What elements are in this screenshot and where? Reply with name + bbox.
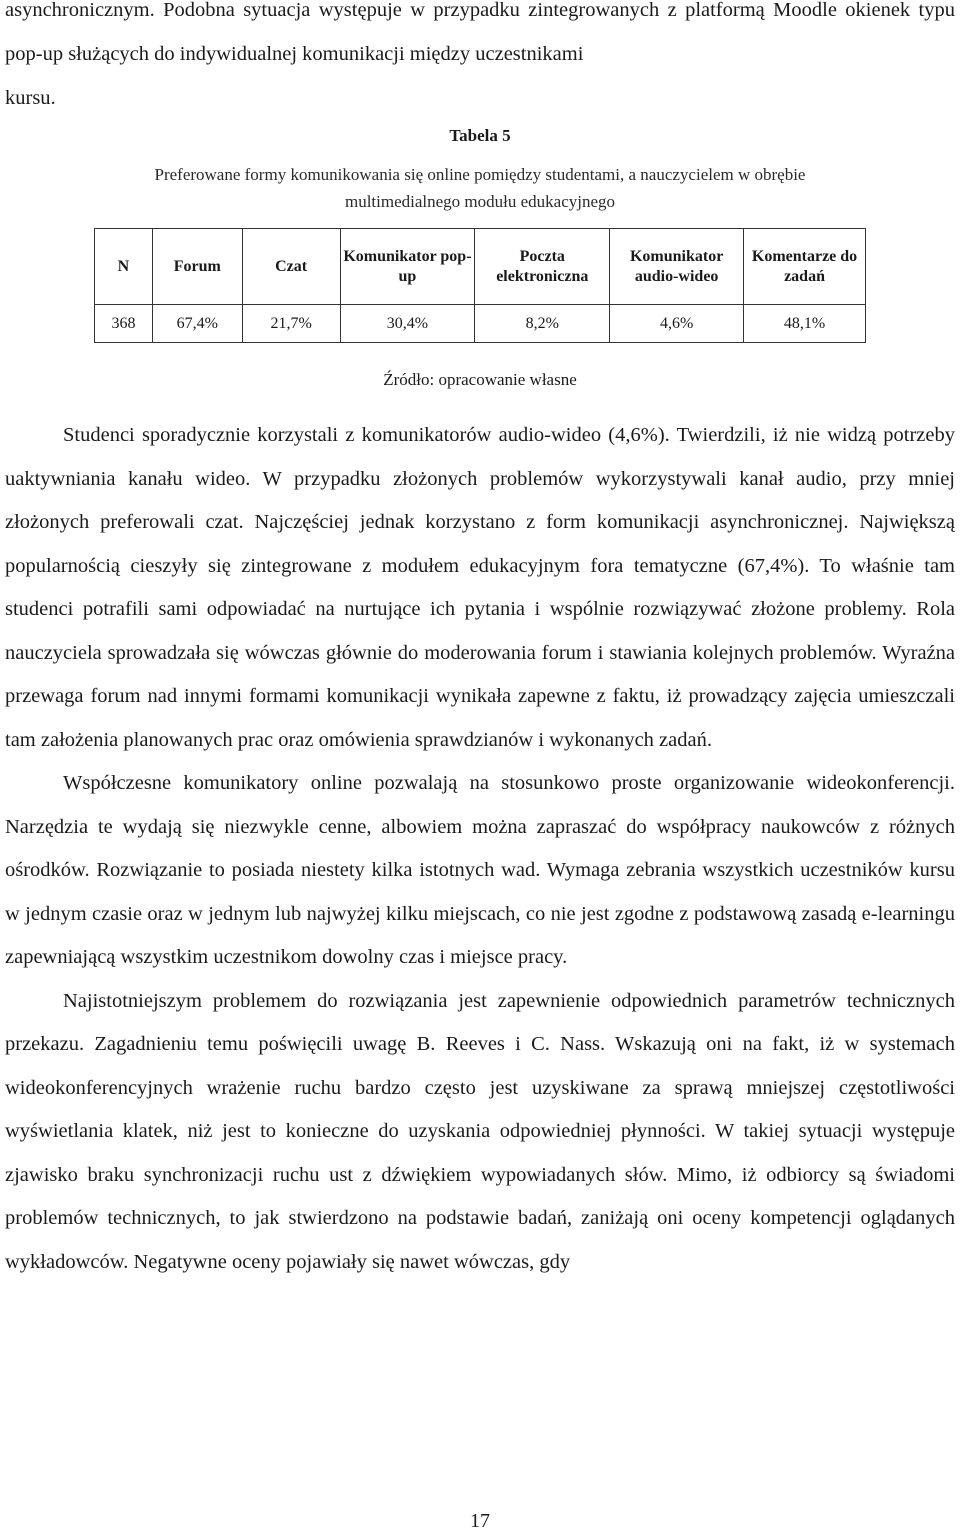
paragraph-2: Współczesne komunikatory online pozwalają na stosunkowo proste organizowanie wideokonferencji. Narzędzia te wydają się niezwykle cenne, albowiem można zapraszać do współpracy naukowców z różnych ośrodków. Rozwiązanie to posiada niestety kilka istotnych wad. Wymaga zebrania wszystkich uczestników kursu w jednym czasie oraz w jednym lub najwyżej kilku miejscach, co nie jest zgodne z podstawową zasadą e-learningu zapewniającą wszystkim uczestnikom dowolny czas i miejsce pracy. xyxy=(5,772,955,968)
cell-popup: 30,4% xyxy=(340,305,475,343)
intro-paragraph xyxy=(5,0,955,120)
intro-line-2: Moodle okienek typu pop-up służących do indywidualnej komunikacji między uczestnikami xyxy=(5,0,955,65)
intro-line-1: asynchronicznym. Podobna sytuacja występuje w przypadku zintegrowanych z platformą xyxy=(5,0,765,21)
table-title: Tabela 5 xyxy=(449,126,511,145)
header-n: N xyxy=(95,229,153,305)
header-poczta: Poczta elektroniczna xyxy=(475,229,610,305)
body-text xyxy=(5,414,955,1284)
paragraph-1: Studenci sporadycznie korzystali z komunikatorów audio-wideo (4,6%). Twierdzili, iż nie widzą potrzeby uaktywniania kanału wideo. W przypadku złożonych problemów wykorzystywali kanał audio, przy mniej złożonych preferowali czat. Najczęściej jednak korzystano z form komunikacji asynchronicznej. Największą popularnością cieszyły się zintegrowane z modułem edukacyjnym fora tematyczne (67,4%). To właśnie tam studenci potrafili sami odpowiadać na nurtujące ich pytania i wspólnie rozwiązywać złożone problemy. Rola nauczyciela sprowadzała się wówczas głównie do moderowania forum i stawiania kolejnych problemów. Wyraźna przewaga forum nad innymi formami komunikacji wynikała zapewne z faktu, iż prowadzący zajęcia umieszczali tam założenia planowanych prac oraz omówienia sprawdzianów i wykonanych zadań. xyxy=(5,424,955,751)
header-audio: Komunikator audio-wideo xyxy=(610,229,744,305)
intro-line-3: kursu. xyxy=(5,87,56,109)
cell-audio: 4,6% xyxy=(610,305,744,343)
table-header-row xyxy=(95,229,866,305)
cell-n: 368 xyxy=(95,305,153,343)
header-forum: Forum xyxy=(152,229,242,305)
cell-forum: 67,4% xyxy=(152,305,242,343)
table-row xyxy=(95,305,866,343)
table-source: Źródło: opracowanie własne xyxy=(383,370,577,389)
header-popup: Komunikator pop-up xyxy=(340,229,475,305)
page-number: 17 xyxy=(470,1510,490,1532)
cell-poczta: 8,2% xyxy=(475,305,610,343)
table-caption: Preferowane formy komunikowania się online pomiędzy studentami, a nauczycielem w obrębie multimedialnego modułu edukacyjnego xyxy=(154,165,806,211)
cell-czat: 21,7% xyxy=(242,305,340,343)
cell-komentarze: 48,1% xyxy=(744,305,866,343)
paragraph-3: Najistotniejszym problemem do rozwiązania jest zapewnienie odpowiednich parametrów technicznych przekazu. Zagadnieniu temu poświęcili uwagę B. Reeves i C. Nass. Wskazują oni na fakt, iż w systemach wideokonferencyjnych wrażenie ruchu bardzo często jest uzyskiwane za sprawą mniejszej częstotliwości wyświetlania klatek, niż jest to konieczne do uzyskania odpowiedniej płynności. W takiej sytuacji występuje zjawisko braku synchronizacji ruchu ust z dźwiękiem wypowiadanych słów. Mimo, iż odbiorcy są świadomi problemów technicznych, to jak stwierdzono na podstawie badań, zaniżają oni oceny kompetencji oglądanych wykładowców. Negatywne oceny pojawiały się nawet wówczas, gdy xyxy=(5,989,955,1273)
header-komentarze: Komentarze do zadań xyxy=(744,229,866,305)
communication-table xyxy=(94,228,866,343)
header-czat: Czat xyxy=(242,229,340,305)
